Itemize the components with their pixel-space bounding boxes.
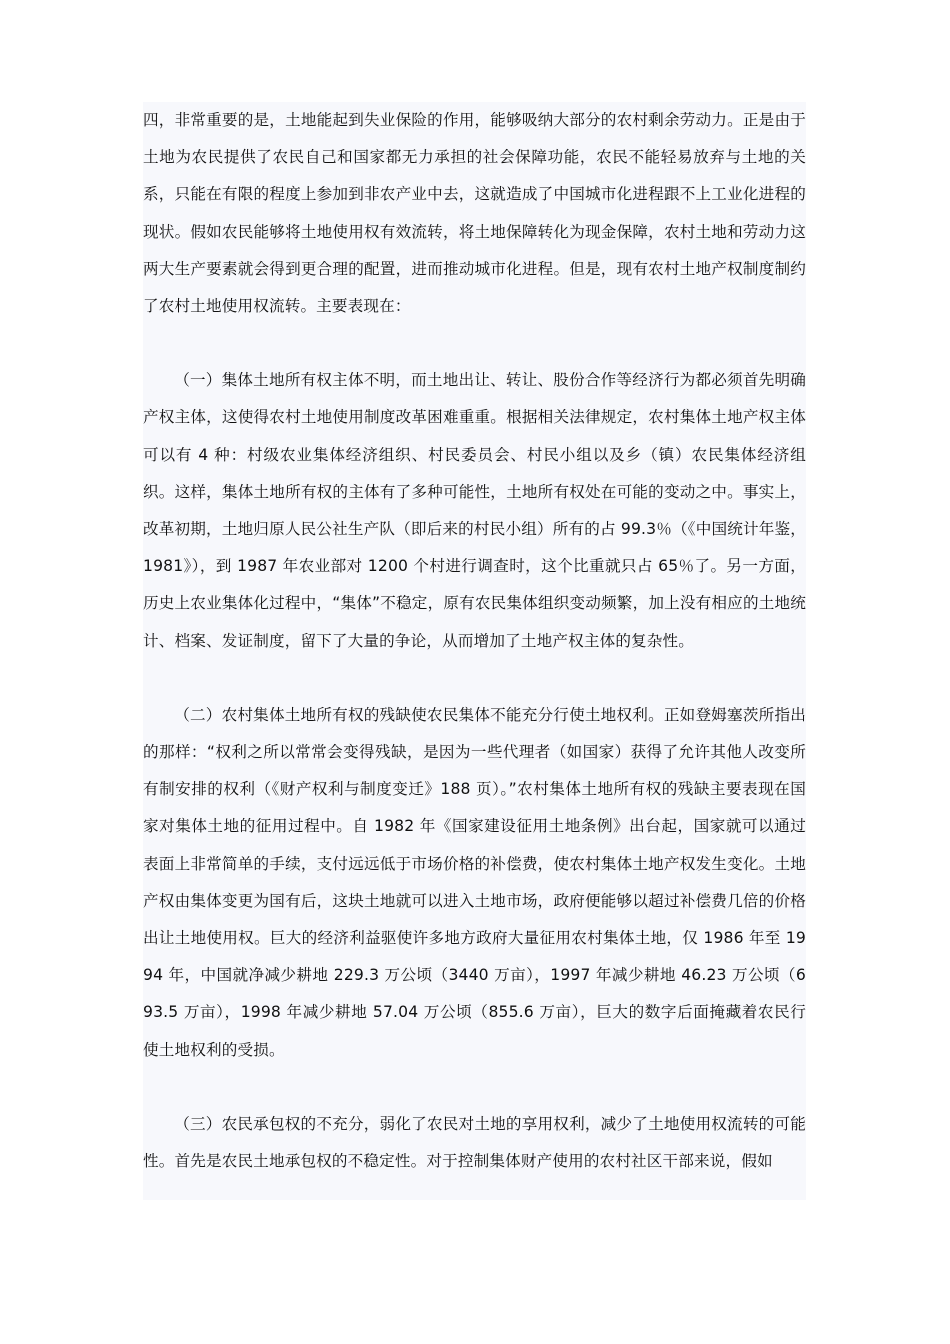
paragraph-section-1: （一）集体土地所有权主体不明，而土地出让、转让、股份合作等经济行为都必须首先明确产权主体，这使得农村土地使用制度改革困难重重。根据相关法律规定，农村集体土地产权主体可以有 4 种：村级农业集体经济组织、村民委员会、村民小组以及乡（镇）农民集体经济组织。这样，集体土地所有权的主体有了多种可能性，土地所有权处在可能的变动之中。事实上，改革初期，土地归原人民公社生产队（即后来的村民小组）所有的占 99.3％（《中国统计年鉴，1981》），到 1987 年农业部对 1200 个村进行调查时，这个比重就只占 65％了。另一方面，历史上农业集体化过程中，“集体”不稳定，原有农民集体组织变动频繁，加上没有相应的土地统计、档案、发证制度，留下了大量的争论，从而增加了土地产权主体的复杂性。 xyxy=(143,371,806,650)
paragraph-section-3: （三）农民承包权的不充分，弱化了农民对土地的享用权利，减少了土地使用权流转的可能性。首先是农民土地承包权的不稳定性。对于控制集体财产使用的农村社区干部来说，假如 xyxy=(143,1114,806,1171)
text-block xyxy=(143,102,806,1200)
paragraph-gap xyxy=(143,1069,806,1106)
paragraph-section-2: （二）农村集体土地所有权的残缺使农民集体不能充分行使土地权利。正如登姆塞茨所指出的那样：“权利之所以常常会变得残缺，是因为一些代理者（如国家）获得了允许其他人改变所有制安排的权利（《财产权利与制度变迁》188 页）。”农村集体土地所有权的残缺主要表现在国家对集体土地的征用过程中。自 1982 年《国家建设征用土地条例》出台起，国家就可以通过表面上非常简单的手续，支付远远低于市场价格的补偿费，使农村集体土地产权发生变化。土地产权由集体变更为国有后，这块土地就可以进入土地市场，政府便能够以超过补偿费几倍的价格出让土地使用权。巨大的经济利益驱使许多地方政府大量征用农村集体土地，仅 1986 年至 1994 年，中国就净减少耕地 229.3 万公顷（3440 万亩），1997 年减少耕地 46.23 万公顷（693.5 万亩），1998 年减少耕地 57.04 万公顷（855.6 万亩），巨大的数字后面掩藏着农民行使土地权利的受损。 xyxy=(143,705,806,1059)
paragraph-intro: 四，非常重要的是，土地能起到失业保险的作用，能够吸纳大部分的农村剩余劳动力。正是由于土地为农民提供了农民自己和国家都无力承担的社会保障功能，农民不能轻易放弃与土地的关系，只能在有限的程度上参加到非农产业中去，这就造成了中国城市化进程跟不上工业化进程的现状。假如农民能够将土地使用权有效流转，将土地保障转化为现金保障，农村土地和劳动力这两大生产要素就会得到更合理的配置，进而推动城市化进程。但是，现有农村土地产权制度制约了农村土地使用权流转。主要表现在： xyxy=(143,111,806,316)
paragraph-gap xyxy=(143,325,806,362)
paragraph-gap xyxy=(143,660,806,697)
